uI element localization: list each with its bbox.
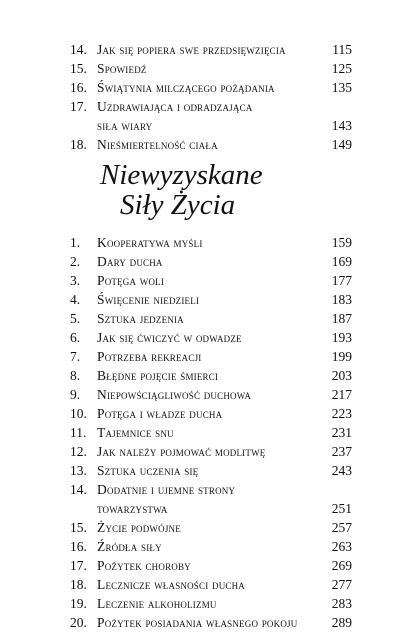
toc-entry-title: Źródła siły bbox=[97, 539, 162, 554]
toc-entry-title: Jak należy pojmować modlitwę bbox=[97, 444, 266, 459]
toc-entry bbox=[70, 290, 352, 309]
toc-entry-page: 289 bbox=[331, 615, 352, 630]
toc-entry bbox=[70, 499, 352, 518]
toc-entry-title: Sztuka jedzenia bbox=[97, 311, 184, 326]
toc-entry-title: Błędne pojęcie śmierci bbox=[97, 368, 219, 383]
toc-entry-number: 16. bbox=[70, 80, 87, 95]
toc-entry-title: Pożytek posiadania własnego pokoju bbox=[97, 615, 298, 630]
toc-entry-number: 10. bbox=[70, 406, 87, 421]
toc-entry-number: 7. bbox=[70, 349, 81, 364]
toc-entry-page: 217 bbox=[331, 387, 352, 402]
section-title-line2: Siły Życia bbox=[120, 189, 236, 221]
toc-entry-page: 149 bbox=[331, 137, 352, 152]
toc-entry-page: 193 bbox=[331, 330, 352, 345]
toc-entry-title: Nieśmiertelność ciała bbox=[97, 137, 218, 152]
toc-entry bbox=[70, 594, 352, 613]
toc-entry-page: 231 bbox=[331, 425, 352, 440]
toc-entry-page: 159 bbox=[331, 235, 352, 250]
toc-entry-number: 17. bbox=[70, 99, 87, 114]
toc-entry-title: Sztuka uczenia się bbox=[97, 463, 199, 478]
toc-entry-title: Jak się ćwiczyć w odwadze bbox=[97, 330, 242, 345]
toc-entry-number: 14. bbox=[70, 42, 87, 57]
toc-entry-page: 143 bbox=[331, 118, 352, 133]
toc-entry-title: Życie podwójne bbox=[97, 520, 181, 535]
toc-entry-number: 16. bbox=[70, 539, 87, 554]
toc-list-top bbox=[70, 40, 352, 154]
toc-entry bbox=[70, 404, 352, 423]
toc-entry-page: 263 bbox=[331, 539, 352, 554]
toc-entry-number: 14. bbox=[70, 482, 87, 497]
toc-entry-title: Świątynia milczącego pożądania bbox=[97, 80, 275, 95]
toc-entry-number: 17. bbox=[70, 558, 87, 573]
toc-entry-page: 125 bbox=[331, 61, 352, 76]
toc-entry bbox=[70, 575, 352, 594]
toc-entry-number: 18. bbox=[70, 137, 87, 152]
toc-entry-page: 177 bbox=[331, 273, 352, 288]
toc-entry bbox=[70, 40, 352, 59]
toc-entry bbox=[70, 480, 352, 499]
toc-entry-title: Tajemnice snu bbox=[97, 425, 174, 440]
toc-entry-number: 12. bbox=[70, 444, 87, 459]
toc-entry-page: 237 bbox=[331, 444, 352, 459]
toc-entry-title: Leczenie alkoholizmu bbox=[97, 596, 217, 611]
toc-entry-number: 5. bbox=[70, 311, 81, 326]
section-title bbox=[100, 160, 360, 220]
toc-entry-number: 3. bbox=[70, 273, 81, 288]
toc-entry bbox=[70, 347, 352, 366]
toc-entry-page: 269 bbox=[331, 558, 352, 573]
toc-entry-page: 223 bbox=[331, 406, 352, 421]
toc-entry-page: 257 bbox=[331, 520, 352, 535]
toc-entry-page: 251 bbox=[331, 501, 352, 516]
toc-entry-title: Potęga i władze ducha bbox=[97, 406, 223, 421]
toc-entry bbox=[70, 252, 352, 271]
toc-entry-number: 15. bbox=[70, 61, 87, 76]
toc-entry-page: 169 bbox=[331, 254, 352, 269]
toc-entry-number: 4. bbox=[70, 292, 81, 307]
toc-entry-page: 115 bbox=[332, 42, 352, 57]
toc-entry-page: 135 bbox=[331, 80, 352, 95]
toc-entry bbox=[70, 537, 352, 556]
toc-entry-number: 15. bbox=[70, 520, 87, 535]
toc-entry-number: 11. bbox=[70, 425, 87, 440]
toc-entry-title: Kooperatywa myśli bbox=[97, 235, 203, 250]
toc-entry-title: Potrzeba rekreacji bbox=[97, 349, 202, 364]
toc-entry-number: 1. bbox=[70, 235, 81, 250]
toc-entry-title: Dodatnie i ujemne strony bbox=[97, 482, 236, 497]
toc-entry-title: towarzystwa bbox=[97, 501, 168, 516]
toc-entry bbox=[70, 461, 352, 480]
toc-entry-title: Lecznicze własności ducha bbox=[97, 577, 245, 592]
toc-entry bbox=[70, 97, 352, 116]
toc-entry-number: 19. bbox=[70, 596, 87, 611]
toc-entry-page: 283 bbox=[331, 596, 352, 611]
toc-entry-number: 13. bbox=[70, 463, 87, 478]
toc-entry-number: 2. bbox=[70, 254, 81, 269]
toc-entry-title: Święcenie niedzieli bbox=[97, 292, 200, 307]
toc-entry bbox=[70, 556, 352, 575]
toc-entry-title: Spowiedź bbox=[97, 61, 147, 76]
toc-entry bbox=[70, 385, 352, 404]
toc-entry-number: 6. bbox=[70, 330, 81, 345]
toc-entry-title: Potęga woli bbox=[97, 273, 165, 288]
toc-entry-number: 8. bbox=[70, 368, 81, 383]
toc-entry-title: Niepowściągliwość duchowa bbox=[97, 387, 252, 402]
toc-entry-number: 9. bbox=[70, 387, 81, 402]
toc-entry-page: 277 bbox=[331, 577, 352, 592]
toc-entry-number: 20. bbox=[70, 615, 87, 630]
toc-entry bbox=[70, 116, 352, 135]
toc-entry-title: Dary ducha bbox=[97, 254, 163, 269]
toc-entry-page: 183 bbox=[331, 292, 352, 307]
toc-entry-number: 18. bbox=[70, 577, 87, 592]
toc-entry bbox=[70, 271, 352, 290]
toc-entry bbox=[70, 309, 352, 328]
toc-entry bbox=[70, 233, 352, 252]
toc-entry-page: 187 bbox=[331, 311, 352, 326]
toc-entry-title: siła wiary bbox=[97, 118, 153, 133]
toc-entry bbox=[70, 442, 352, 461]
toc-entry bbox=[70, 423, 352, 442]
toc-entry-title: Pożytek choroby bbox=[97, 558, 191, 573]
toc-entry bbox=[70, 518, 352, 537]
toc-entry-page: 199 bbox=[331, 349, 352, 364]
toc-entry-page: 243 bbox=[331, 463, 352, 478]
section-title-line1: Niewyzyskane bbox=[100, 159, 263, 191]
toc-entry bbox=[70, 59, 352, 78]
toc-entry bbox=[70, 613, 352, 632]
toc-entry-page: 203 bbox=[331, 368, 352, 383]
toc-entry bbox=[70, 135, 352, 154]
toc-entry-title: Jak się popiera swe przedsięwzięcia bbox=[97, 42, 286, 57]
toc-list-bottom bbox=[70, 233, 352, 632]
toc-entry-title: Uzdrawiająca i odradzająca bbox=[97, 99, 253, 114]
toc-entry bbox=[70, 78, 352, 97]
toc-entry bbox=[70, 366, 352, 385]
toc-entry bbox=[70, 328, 352, 347]
